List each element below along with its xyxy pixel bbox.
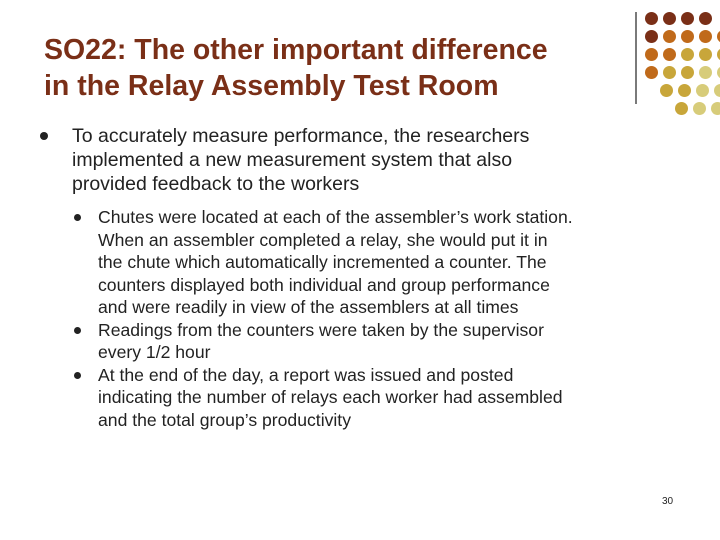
text-line: and the total group’s productivity <box>98 409 351 430</box>
decorative-dot <box>711 102 720 115</box>
decorative-dot <box>699 48 712 61</box>
decorative-dot <box>681 30 694 43</box>
decorative-dot <box>693 102 706 115</box>
decorative-dot <box>645 66 658 79</box>
decorative-dot <box>660 84 673 97</box>
bullet-icon <box>74 372 81 379</box>
text-line: indicating the number of relays each worker had assembled <box>98 387 563 407</box>
sub-bullet-list <box>40 206 710 431</box>
text-line: every 1/2 hour <box>98 342 211 362</box>
decorative-dot <box>663 30 676 43</box>
text-line: To accurately measure performance, the researchers <box>72 125 530 147</box>
decorative-dot <box>699 66 712 79</box>
decorative-dot <box>681 66 694 79</box>
decorative-dot <box>645 12 658 25</box>
text-line: When an assembler completed a relay, she would put it in <box>98 229 548 250</box>
decorative-dot <box>663 48 676 61</box>
decorative-dot <box>681 48 694 61</box>
text-line: implemented a new measurement system that also <box>72 149 513 171</box>
text-line: Readings from the counters were taken by the supervisor <box>98 319 544 340</box>
bullet-icon <box>74 327 81 334</box>
decorative-dot <box>663 12 676 25</box>
decorative-dot <box>645 30 658 43</box>
text-line: the chute which automatically incremented a counter. The <box>98 252 547 272</box>
title-divider <box>635 12 637 104</box>
sub-bullet <box>40 206 710 319</box>
sub-bullet-text <box>98 206 710 319</box>
sub-bullet <box>40 319 710 364</box>
sub-bullet <box>40 364 710 432</box>
bullet-icon <box>74 214 81 221</box>
decorative-dot <box>681 12 694 25</box>
decorative-dot <box>699 12 712 25</box>
sub-bullet-text <box>98 319 710 364</box>
page-number: 30 <box>662 496 674 507</box>
text-line: counters displayed both individual and group performance <box>98 274 550 295</box>
decorative-dot <box>678 84 691 97</box>
text-line: provided feedback to the workers <box>72 173 360 195</box>
title-line: in the Relay Assembly Test Room <box>44 70 499 102</box>
text-line: At the end of the day, a report was issued and posted <box>98 364 514 385</box>
decorative-dot <box>675 102 688 115</box>
main-bullet-text <box>72 124 710 196</box>
title-line: SO22: The other important difference <box>44 34 548 66</box>
main-bullet <box>40 124 710 196</box>
decorative-dot <box>645 48 658 61</box>
decorative-dot <box>699 30 712 43</box>
text-line: Chutes were located at each of the assembler’s work station. <box>98 207 573 227</box>
slide-content <box>40 124 710 431</box>
decorative-dot <box>663 66 676 79</box>
text-line: and were readily in view of the assemblers at all times <box>98 297 519 317</box>
slide-title <box>44 32 624 104</box>
sub-bullet-text <box>98 364 710 432</box>
decorative-dot <box>714 84 720 97</box>
bullet-icon <box>40 132 48 140</box>
decorative-dot <box>696 84 709 97</box>
